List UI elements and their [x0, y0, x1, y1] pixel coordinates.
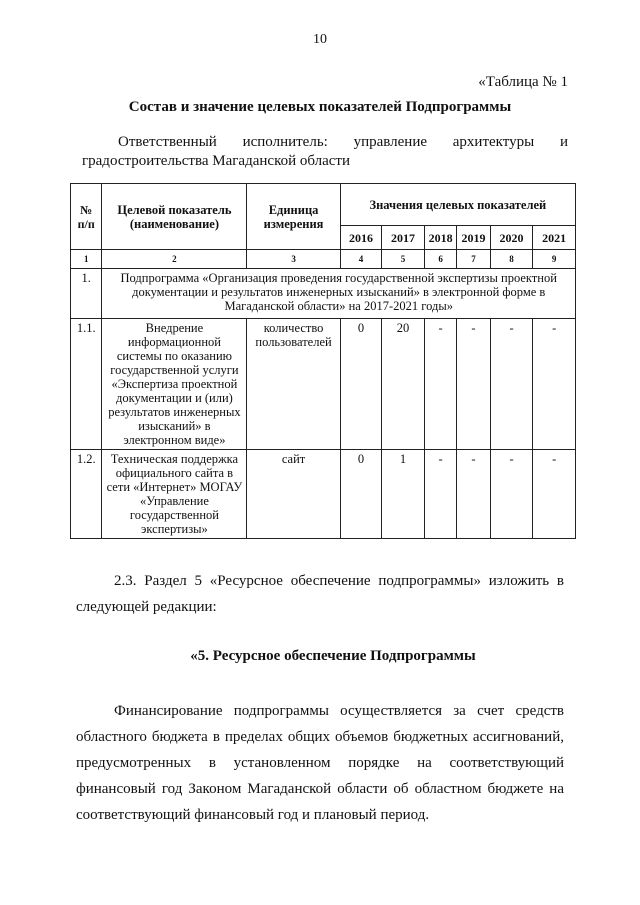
value-cell: - — [533, 450, 576, 539]
year-cell: 2016 — [340, 226, 382, 250]
paragraph-line: предусмотренных в установленном порядке на соответствующий — [76, 755, 564, 771]
value-cell: 1 — [382, 450, 425, 539]
subprogram-name: Подпрограмма «Организация проведения государственной экспертизы проектной документации и результатов инженерных изысканий» в электронной форме в Магаданской области» на 2017-2021 годы» — [102, 269, 576, 319]
section-title: «5. Ресурсное обеспечение Подпрограммы — [190, 648, 476, 664]
index-cell: 7 — [457, 250, 490, 269]
table-label: «Таблица № 1 — [478, 74, 568, 90]
indicator-name: Внедрение информационной системы по оказанию государственной услуги «Экспертиза проектной документации и (или) результатов инженерных изысканий» в электронном виде» — [102, 319, 247, 450]
paragraph-line: 2.3. Раздел 5 «Ресурсное обеспечение подпрограммы» изложить в — [114, 573, 564, 589]
index-cell: 3 — [247, 250, 340, 269]
responsible-executor — [82, 133, 568, 171]
paragraph-line: областного бюджета в пределах общих объемов бюджетных ассигнований, — [76, 729, 564, 745]
header-values: Значения целевых показателей — [340, 184, 575, 226]
table-row — [71, 269, 576, 319]
value-cell: - — [457, 450, 490, 539]
year-cell: 2017 — [382, 226, 425, 250]
unit-cell: количество пользователей — [247, 319, 340, 450]
index-cell: 9 — [533, 250, 576, 269]
index-cell: 1 — [71, 250, 102, 269]
executor-line-2: градостроительства Магаданской области — [82, 153, 351, 169]
value-cell: - — [490, 450, 533, 539]
row-num: 1.2. — [71, 450, 102, 539]
table-row — [71, 319, 576, 450]
value-cell: - — [490, 319, 533, 450]
value-cell: 20 — [382, 319, 425, 450]
year-cell: 2019 — [457, 226, 490, 250]
index-cell: 4 — [340, 250, 382, 269]
index-cell: 6 — [424, 250, 456, 269]
paragraph-line: финансовый год Законом Магаданской области об областном бюджете на — [76, 781, 564, 797]
document-title: Состав и значение целевых показателей Подпрограммы — [128, 99, 512, 115]
paragraph-line: следующей редакции: — [76, 599, 217, 615]
index-cell: 8 — [490, 250, 533, 269]
executor-word: исполнитель: — [242, 134, 328, 150]
table-row — [71, 450, 576, 539]
executor-word: архитектуры — [452, 134, 535, 150]
indicator-name: Техническая поддержка официального сайта в сети «Интернет» МОГАУ «Управление государственной экспертизы» — [102, 450, 247, 539]
page-number: 10 — [313, 32, 327, 47]
value-cell: 0 — [340, 450, 382, 539]
value-cell: - — [457, 319, 490, 450]
executor-line-1 — [82, 133, 568, 152]
value-cell: - — [424, 450, 456, 539]
paragraph-line: Финансирование подпрограммы осуществляется за счет средств — [114, 703, 564, 719]
unit-cell: сайт — [247, 450, 340, 539]
year-cell: 2018 — [424, 226, 456, 250]
row-num: 1. — [71, 269, 102, 319]
index-cell: 2 — [102, 250, 247, 269]
header-num: № п/п — [71, 184, 102, 250]
value-cell: 0 — [340, 319, 382, 450]
paragraph-line: соответствующий финансовый год и плановый период. — [76, 807, 430, 823]
value-cell: - — [533, 319, 576, 450]
value-cell: - — [424, 319, 456, 450]
executor-word: управление — [353, 134, 428, 150]
year-cell: 2020 — [490, 226, 533, 250]
header-unit: Единица измерения — [247, 184, 340, 250]
target-indicators-table — [70, 183, 576, 539]
financing-paragraph — [76, 698, 564, 828]
executor-word: и — [559, 134, 568, 150]
year-cell: 2021 — [533, 226, 576, 250]
amendment-paragraph — [76, 568, 564, 620]
row-num: 1.1. — [71, 319, 102, 450]
executor-word: Ответственный — [118, 134, 217, 150]
header-indicator: Целевой показатель (наименование) — [102, 184, 247, 250]
index-cell: 5 — [382, 250, 425, 269]
